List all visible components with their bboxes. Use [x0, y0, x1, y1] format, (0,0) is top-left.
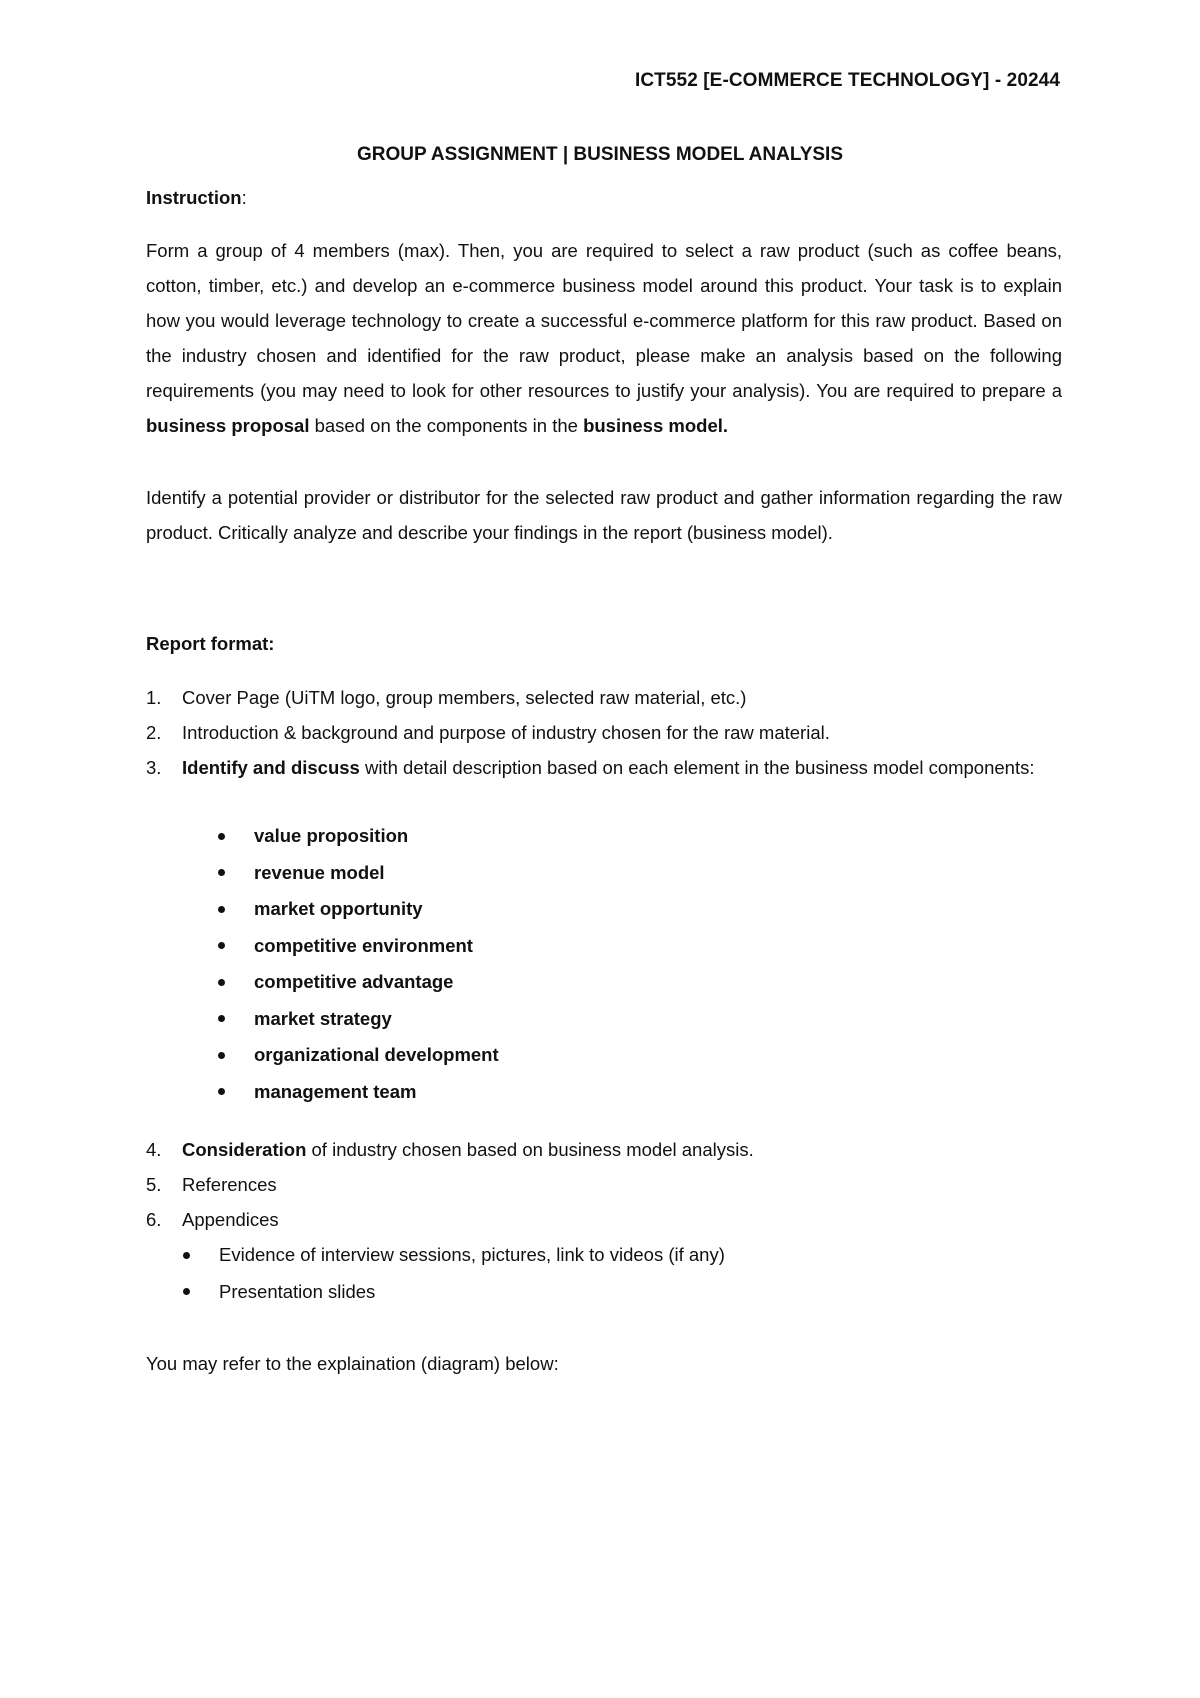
component-label: market opportunity [254, 898, 423, 919]
appendix-item [146, 1274, 1062, 1311]
component-label: organizational development [254, 1044, 499, 1065]
component-item [146, 964, 1062, 1001]
para1-bold-business-model: business model. [583, 415, 729, 436]
instruction-text-1 [146, 233, 1062, 443]
component-item [146, 1001, 1062, 1038]
instruction-paragraph-1 [146, 233, 1062, 443]
bullet-icon [183, 1288, 190, 1295]
instruction-section [146, 180, 1062, 215]
list-item-rest-text: of industry chosen based on business model analysis. [306, 1139, 754, 1160]
list-item-number: 1. [146, 687, 162, 708]
list-item [146, 715, 1062, 750]
bullet-icon [218, 833, 225, 840]
instruction-heading-colon: : [241, 187, 247, 208]
bullet-icon [218, 869, 225, 876]
list-item [146, 680, 1062, 715]
report-format-list [146, 680, 1062, 785]
appendix-item [146, 1237, 1062, 1274]
bullet-icon [218, 979, 225, 986]
appendices-list-container [146, 1237, 1062, 1310]
list-item-number: 2. [146, 722, 162, 743]
list-item-bold-text: Consideration [182, 1139, 307, 1160]
list-item-number: 5. [146, 1174, 162, 1195]
list-item [146, 1167, 1062, 1202]
instruction-heading-text: Instruction [146, 187, 242, 208]
bullet-icon [218, 906, 225, 913]
list-item-text [182, 1132, 1062, 1167]
para1-text: Form a group of 4 members (max). Then, you are required to select a raw product (such as coffee beans, cotton, timber, etc.) and develop an e-commerce business model around this product. Your task is to explain how you would leverage technology to create a successful e-commerce platform for this raw product. Based on the industry chosen and identified for the raw product, please make an analysis based on the following requirements (you may need to look for other resources to justify your analysis). You are required to prepare a [146, 240, 1062, 401]
diagram-note-section [146, 1346, 1062, 1381]
bullet-icon [218, 1015, 225, 1022]
list-item-number: 3. [146, 757, 162, 778]
component-item [146, 855, 1062, 892]
list-item-text: Appendices [182, 1209, 279, 1230]
component-label: competitive environment [254, 934, 473, 956]
list-item-number: 4. [146, 1139, 162, 1160]
component-label: competitive advantage [254, 971, 454, 992]
bullet-icon [218, 1088, 225, 1095]
component-item [146, 928, 1062, 965]
business-model-components-list [146, 818, 1062, 1110]
instruction-paragraph-2 [146, 480, 1062, 550]
list-item-text: Cover Page (UiTM logo, group members, selected raw material, etc.) [182, 687, 747, 708]
component-item [146, 818, 1062, 855]
component-label: market strategy [254, 1007, 392, 1029]
report-format-list-continued [146, 1132, 1062, 1237]
list-item-rest-text: with detail description based on each element in the business model components: [359, 757, 1035, 778]
list-item [146, 750, 1062, 785]
bullet-icon [218, 942, 225, 949]
report-format-list-top [146, 680, 1062, 785]
report-format-list-bottom [146, 1132, 1062, 1237]
bullet-icon [218, 1052, 225, 1059]
component-label: management team [254, 1080, 417, 1102]
instruction-heading [146, 180, 1062, 215]
diagram-reference-note: You may refer to the explaination (diagram) below: [146, 1353, 559, 1374]
list-item-text [182, 750, 1062, 785]
list-item-bold-text: Identify and discuss [182, 757, 360, 778]
assignment-title: GROUP ASSIGNMENT | BUSINESS MODEL ANALYSIS [356, 144, 844, 165]
list-item [146, 1132, 1062, 1167]
instruction-text-2: Identify a potential provider or distributor for the selected raw product and gather information regarding the raw product. Critically analyze and describe your findings in the report (business model). [146, 487, 1062, 543]
component-item [146, 891, 1062, 928]
para1-bold-business-proposal: business proposal [146, 415, 310, 436]
course-header: ICT552 [E-COMMERCE TECHNOLOGY] - 20244 [634, 70, 1060, 91]
bullet-icon [183, 1252, 190, 1259]
list-item-number: 6. [146, 1209, 162, 1230]
appendix-label: Evidence of interview sessions, pictures, link to videos (if any) [219, 1244, 725, 1265]
component-item [146, 1037, 1062, 1074]
list-item-text: Introduction & background and purpose of industry chosen for the raw material. [182, 722, 830, 743]
component-label: value proposition [254, 825, 409, 846]
components-list-container [146, 818, 1062, 1110]
component-item [146, 1074, 1062, 1111]
para1-mid-text: based on the components in the [309, 415, 584, 436]
report-format-section [146, 626, 1062, 661]
list-item [146, 1202, 1062, 1237]
component-label: revenue model [254, 861, 385, 883]
appendix-label: Presentation slides [219, 1280, 376, 1302]
appendices-list [146, 1237, 1062, 1310]
list-item-text: References [182, 1174, 277, 1195]
report-format-heading: Report format: [146, 633, 275, 654]
